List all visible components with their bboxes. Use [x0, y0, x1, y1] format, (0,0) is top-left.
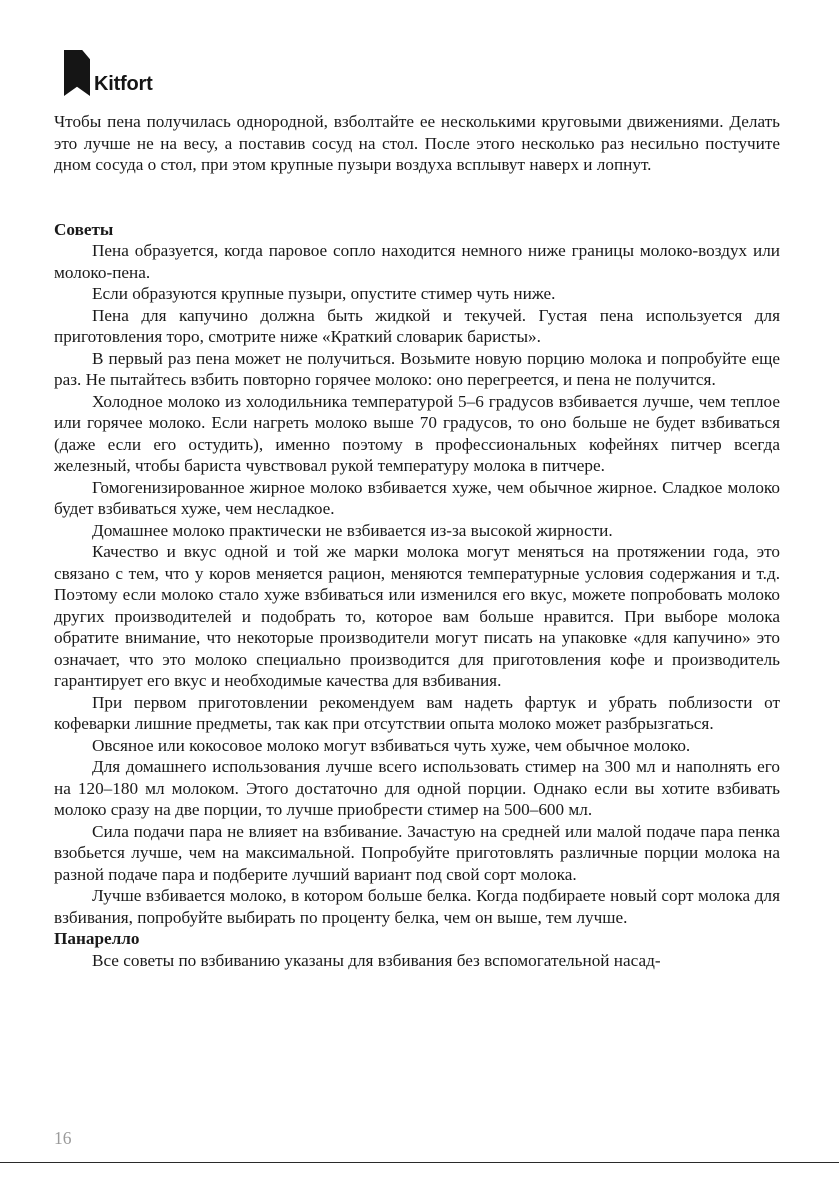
tips-paragraph: Лучше взбивается молоко, в котором больше белка. Когда подбираете новый сорт молока для взбивания, попробуйте выбирать по проценту белка, чем он выше, тем лучше. — [54, 886, 780, 927]
kitfort-logo-icon — [64, 50, 90, 96]
intro-paragraph: Чтобы пена получилась однородной, взболтайте ее несколькими круговыми движениями. Делать это лучше не на весу, а поставив сосуд на стол. После этого несколько раз несильно постучите дном сосуда о стол, при этом крупные пузыри воздуха всплывут наверх и лопнут. — [54, 112, 780, 174]
bottom-rule — [0, 1162, 839, 1163]
tips-paragraph: Гомогенизированное жирное молоко взбивается хуже, чем обычное жирное. Сладкое молоко будет взбиваться хуже, чем несладкое. — [54, 477, 780, 518]
tips-paragraph: Пена для капучино должна быть жидкой и текучей. Густая пена используется для приготовления торо, смотрите ниже «Краткий словарик баристы». — [54, 305, 780, 346]
tips-paragraph: Овсяное или кокосовое молоко могут взбиваться чуть хуже, чем обычное молоко. — [92, 735, 691, 755]
tips-heading: Советы — [54, 219, 114, 239]
page-content — [54, 111, 780, 971]
tips-paragraph: В первый раз пена может не получиться. Возьмите новую порцию молока и попробуйте еще раз. Не пытайтесь взбить повторно горячее молоко: оно перегреется, и пена не получится. — [54, 348, 780, 389]
tips-paragraph: При первом приготовлении рекомендуем вам надеть фартук и убрать поблизости от кофеварки лишние предметы, так как при отсутствии опыта молоко может разбрызгаться. — [54, 692, 780, 733]
tips-paragraph: Домашнее молоко практически не взбивается из-за высокой жирности. — [92, 520, 613, 540]
section-gap — [54, 176, 780, 219]
page-number: 16 — [54, 1128, 72, 1148]
panarello-paragraph: Все советы по взбиванию указаны для взбивания без вспомогательной насад- — [92, 950, 661, 970]
tips-paragraph: Холодное молоко из холодильника температурой 5–6 градусов взбивается лучше, чем теплое или горячее молоко. Если нагреть молоко выше 70 градусов, то оно больше не будет взбиваться (даже если его остудить), именно поэтому в профессиональных кофейнях питчер всегда железный, чтобы бариста чувствовал рукой температуру молока в питчере. — [54, 391, 780, 475]
tips-paragraph: Для домашнего использования лучше всего использовать стимер на 300 мл и наполнять его на 120–180 мл молоком. Этого достаточно для одной порции. Однако если вы хотите взбивать молоко сразу на две порции, то лучше приобрести стимер на 500–600 мл. — [54, 757, 780, 819]
tips-paragraph: Качество и вкус одной и той же марки молока могут меняться на протяжении года, это связано с тем, что у коров меняется рацион, меняются температурные условия содержания и т.д. Поэтому если молоко стало хуже взбиваться или изменился его вкус, можете попробовать молоко других производителей и подобрать то, которое вам больше нравится. При выборе молока обратите внимание, что некоторые производители могут писать на упаковке «для капучино» это означает, что это молоко специально производится для приготовления кофе и производитель гарантирует его вкус и необходимые качества для взбивания. — [54, 542, 780, 690]
kitfort-logo — [64, 50, 153, 96]
panarello-heading: Панарелло — [54, 929, 140, 948]
tips-paragraph: Сила подачи пара не влияет на взбивание. Зачастую на средней или малой подаче пара пенка взобьется лучше, чем на максимальной. Попробуйте приготовлять различные порции молока на разной подаче пара и подберите лучший вариант под свой сорт молока. — [54, 821, 780, 884]
tips-paragraph: Пена образуется, когда паровое сопло находится немного ниже границы молоко-воздух или молоко-пена. — [54, 241, 780, 282]
tips-paragraph: Если образуются крупные пузыри, опустите стимер чуть ниже. — [92, 284, 556, 303]
brand-name: Kitfort — [94, 73, 153, 95]
